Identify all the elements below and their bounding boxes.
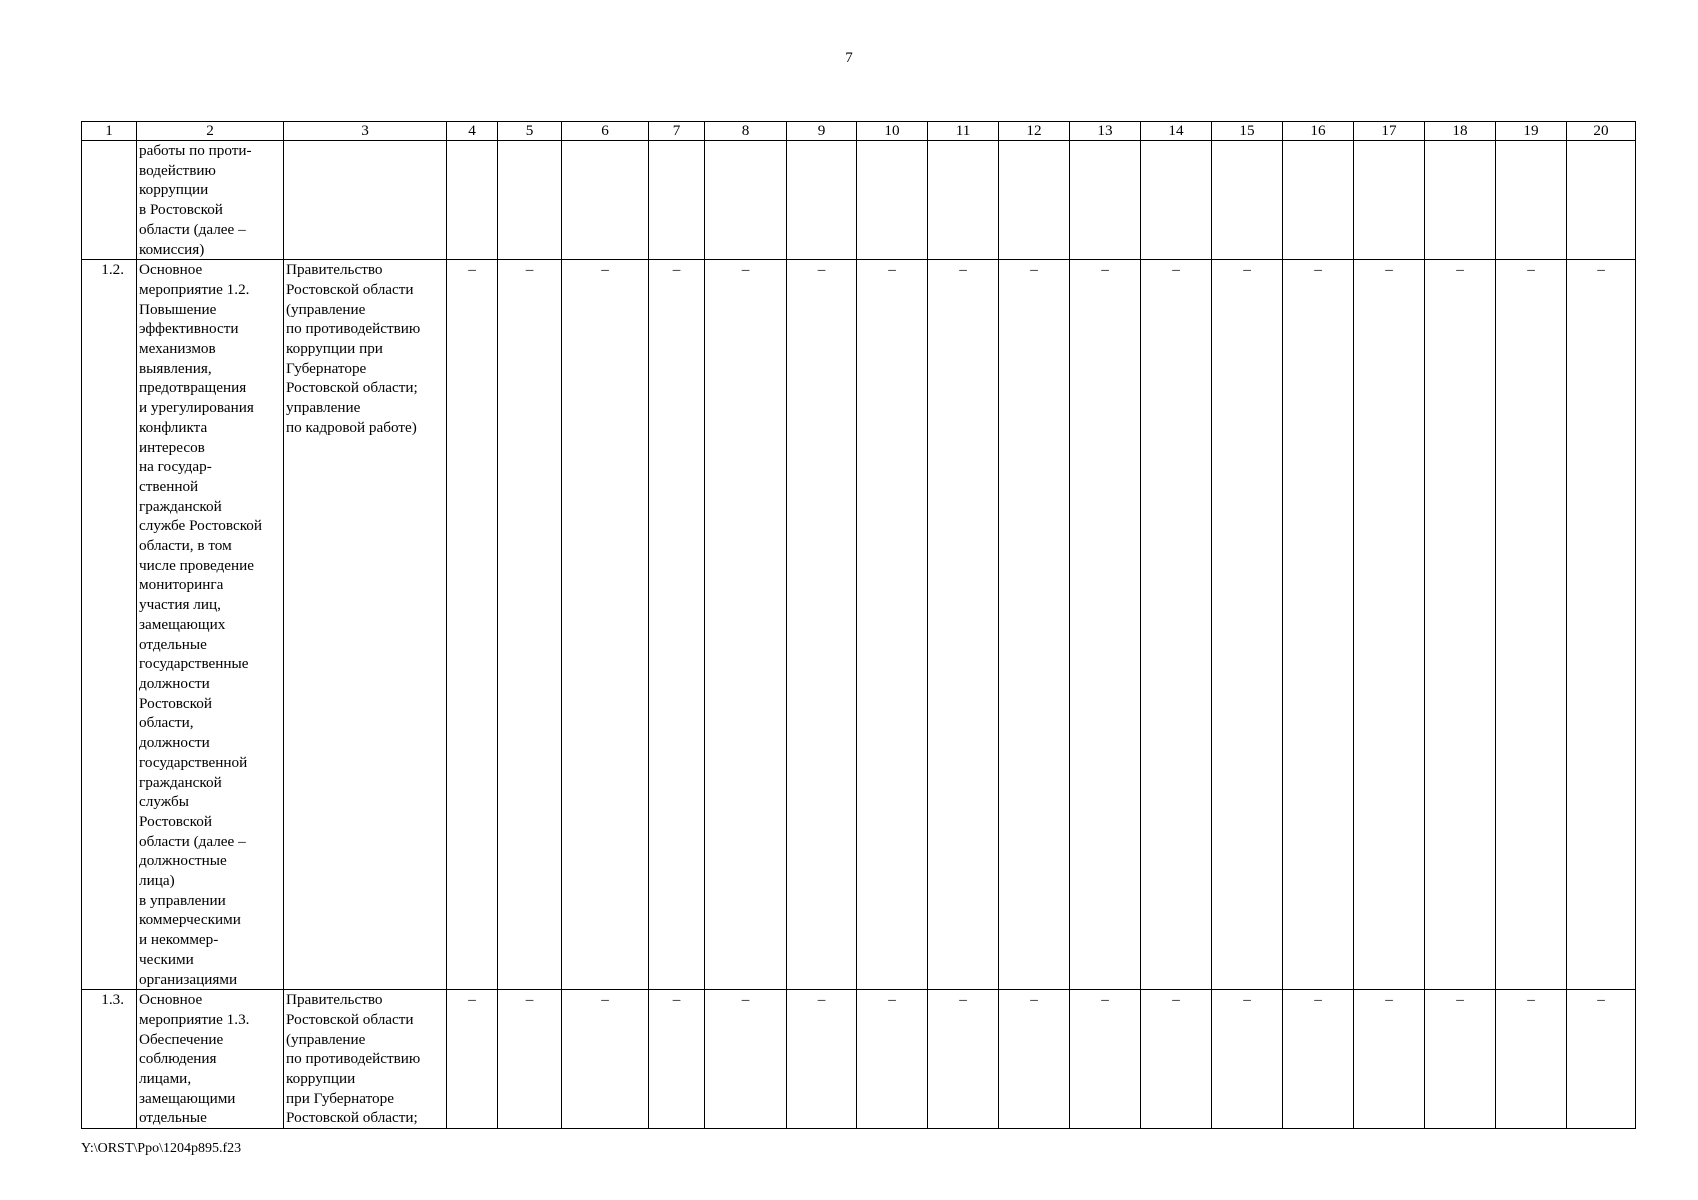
header-cell: 10	[857, 122, 928, 141]
value-cell	[999, 141, 1070, 260]
value-cell	[857, 141, 928, 260]
value-cell: –	[498, 260, 562, 990]
row-number: 1.2.	[82, 260, 137, 990]
value-cell: –	[562, 990, 649, 1129]
value-cell: –	[1425, 990, 1496, 1129]
value-cell: –	[1354, 260, 1425, 990]
header-cell: 6	[562, 122, 649, 141]
value-cell: –	[1212, 260, 1283, 990]
value-cell: –	[447, 990, 498, 1129]
value-cell	[787, 141, 857, 260]
header-cell: 18	[1425, 122, 1496, 141]
header-cell: 9	[787, 122, 857, 141]
value-cell: –	[1567, 990, 1636, 1129]
value-cell: –	[1354, 990, 1425, 1129]
header-cell: 5	[498, 122, 562, 141]
executor-cell: Правительство Ростовской области (управление по противодействию коррупции при Губернаторе Ростовской области;	[284, 990, 447, 1129]
value-cell	[928, 141, 999, 260]
header-cell: 20	[1567, 122, 1636, 141]
row-number	[82, 141, 137, 260]
value-cell	[649, 141, 705, 260]
value-cell	[1070, 141, 1141, 260]
value-cell: –	[498, 990, 562, 1129]
value-cell: –	[1496, 990, 1567, 1129]
value-cell: –	[1212, 990, 1283, 1129]
value-cell: –	[1283, 260, 1354, 990]
value-cell: –	[1070, 990, 1141, 1129]
header-cell: 16	[1283, 122, 1354, 141]
value-cell: –	[857, 990, 928, 1129]
header-cell: 11	[928, 122, 999, 141]
value-cell: –	[562, 260, 649, 990]
table-row	[82, 260, 1636, 990]
header-cell: 12	[999, 122, 1070, 141]
header-cell: 3	[284, 122, 447, 141]
value-cell: –	[705, 260, 787, 990]
header-cell: 1	[82, 122, 137, 141]
value-cell	[498, 141, 562, 260]
table-row	[82, 141, 1636, 260]
executor-cell	[284, 141, 447, 260]
header-cell: 14	[1141, 122, 1212, 141]
value-cell	[1425, 141, 1496, 260]
value-cell: –	[1425, 260, 1496, 990]
activity-cell: Основное мероприятие 1.3. Обеспечение соблюдения лицами, замещающими отдельные	[137, 990, 284, 1129]
table-row	[82, 990, 1636, 1129]
header-cell: 17	[1354, 122, 1425, 141]
value-cell: –	[705, 990, 787, 1129]
value-cell: –	[928, 260, 999, 990]
value-cell: –	[1567, 260, 1636, 990]
header-cell: 2	[137, 122, 284, 141]
value-cell	[1141, 141, 1212, 260]
value-cell: –	[1141, 990, 1212, 1129]
value-cell: –	[787, 990, 857, 1129]
value-cell	[1354, 141, 1425, 260]
page-number: 7	[845, 50, 853, 66]
header-cell: 15	[1212, 122, 1283, 141]
row-number: 1.3.	[82, 990, 137, 1129]
value-cell	[1567, 141, 1636, 260]
value-cell: –	[649, 260, 705, 990]
value-cell: –	[1283, 990, 1354, 1129]
value-cell: –	[857, 260, 928, 990]
value-cell: –	[649, 990, 705, 1129]
header-cell: 7	[649, 122, 705, 141]
value-cell: –	[1141, 260, 1212, 990]
value-cell	[705, 141, 787, 260]
program-activities-table	[81, 121, 1636, 1129]
value-cell: –	[928, 990, 999, 1129]
value-cell	[1212, 141, 1283, 260]
executor-cell: Правительство Ростовской области (управление по противодействию коррупции при Губернаторе Ростовской области; управление по кадровой работе)	[284, 260, 447, 990]
value-cell: –	[999, 990, 1070, 1129]
value-cell	[447, 141, 498, 260]
header-cell: 13	[1070, 122, 1141, 141]
header-cell: 19	[1496, 122, 1567, 141]
table-header-row	[82, 122, 1636, 141]
value-cell: –	[787, 260, 857, 990]
value-cell: –	[999, 260, 1070, 990]
header-cell: 4	[447, 122, 498, 141]
value-cell: –	[1070, 260, 1141, 990]
value-cell: –	[1496, 260, 1567, 990]
value-cell: –	[447, 260, 498, 990]
footer-file-path: Y:\ORST\Ppo\1204p895.f23	[81, 1141, 242, 1156]
value-cell	[1283, 141, 1354, 260]
value-cell	[1496, 141, 1567, 260]
activity-cell: Основное мероприятие 1.2. Повышение эффективности механизмов выявления, предотвращения и урегулирования конфликта интересов на государ- ственной гражданской службе Ростовской области, в том числе проведение мониторинга участия лиц, замещающих отдельные государственные должности Ростовской области, должности государственной гражданской службы Ростовской области (далее – должностные лица) в управлении коммерческими и некоммер- ческими организациями	[137, 260, 284, 990]
header-cell: 8	[705, 122, 787, 141]
value-cell	[562, 141, 649, 260]
activity-cell: работы по проти- водействию коррупции в Ростовской области (далее – комиссия)	[137, 141, 284, 260]
